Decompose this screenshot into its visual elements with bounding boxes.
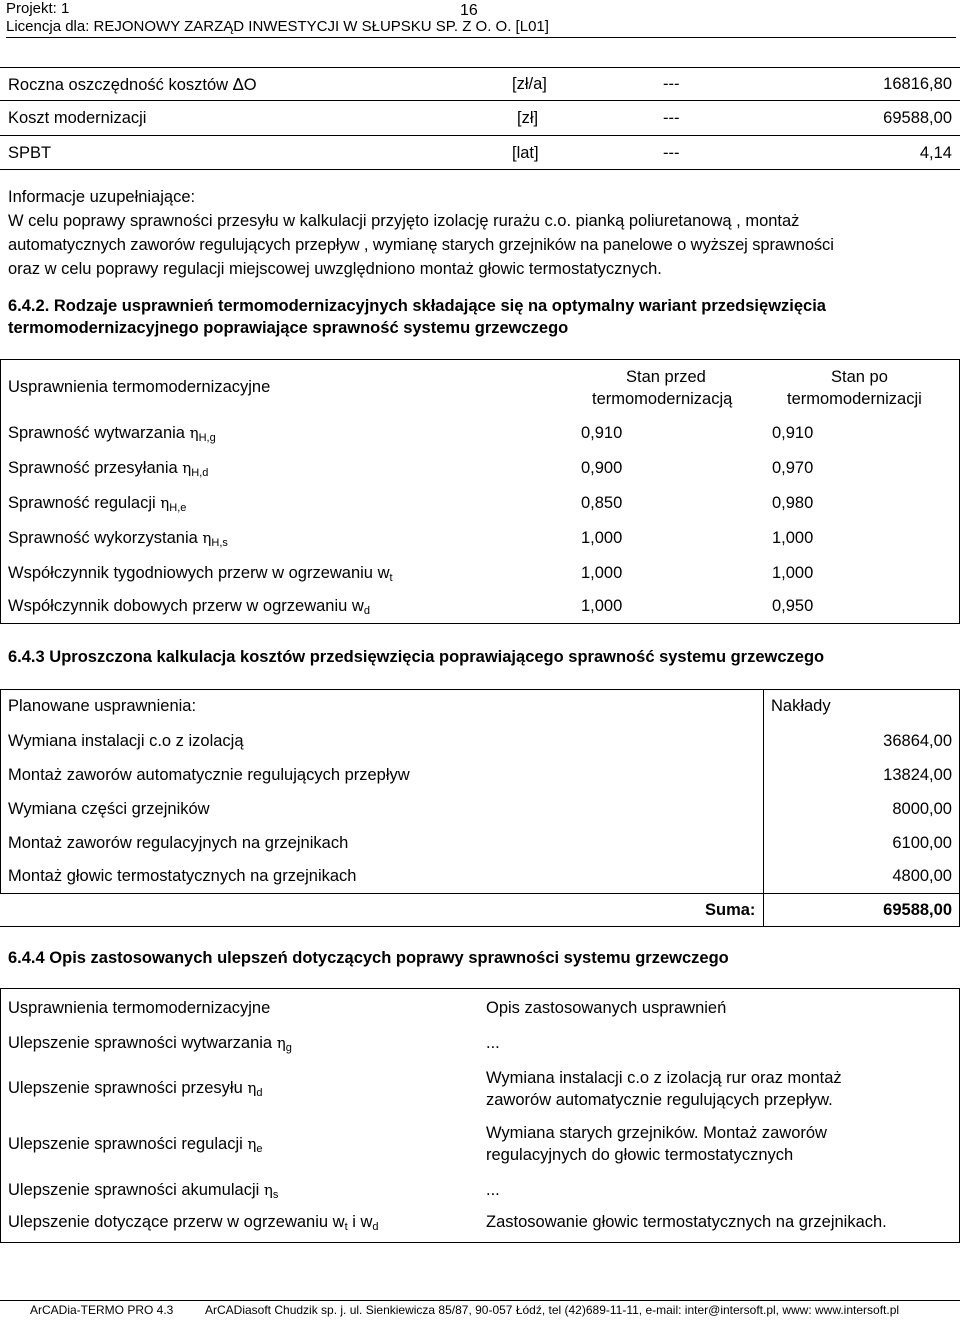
summary-unit: [lat] — [512, 144, 539, 162]
description: Wymiana instalacji c.o z izolacją rur oraz montaż — [486, 1069, 842, 1087]
section-title: 6.4.3 Uproszczona kalkulacja kosztów przedsięwzięcia poprawiającego sprawność systemu grzewczego — [8, 648, 825, 666]
license-text: Licencja dla: REJONOWY ZARZĄD INWESTYCJI W SŁUPSKU SP. Z O. O. [L01] — [6, 18, 549, 35]
summary-label: Koszt modernizacji — [8, 109, 147, 127]
table-row: Ulepszenie sprawności akumulacji $\eta_s$ — [8, 1181, 279, 1201]
info-line: automatycznych zaworów regulujących przepływ , wymianę starych grzejników na panelowe o wyższej sprawności — [8, 236, 834, 254]
summary-value: 69588,00 — [883, 109, 952, 127]
summary-dash: --- — [663, 75, 680, 93]
info-line: oraz w celu poprawy regulacji miejscowej uwzględniono montaż głowic termostatycznych. — [8, 260, 662, 278]
section-title: termomodernizacyjnego poprawiające sprawność systemu grzewczego — [8, 319, 569, 337]
table-row: Ulepszenie sprawności wytwarzania $\eta_g$ — [8, 1034, 292, 1054]
column-header-after: termomodernizacji — [787, 390, 922, 408]
cost-value: 36864,00 — [883, 732, 952, 750]
table-row: Sprawność przesyłania $\eta_{H,d}$ — [8, 459, 209, 479]
project-label: Projekt: 1 — [6, 0, 70, 17]
description: ... — [486, 1034, 500, 1052]
table-row: Montaż głowic termostatycznych na grzejnikach — [8, 867, 357, 885]
after-value: 0,970 — [772, 459, 814, 477]
table-row: Ulepszenie dotyczące przerw w ogrzewaniu $w_t$ i $w_d$ — [8, 1213, 379, 1233]
table-row: Montaż zaworów regulacyjnych na grzejnikach — [8, 834, 349, 852]
after-value: 0,950 — [772, 597, 814, 615]
description: Zastosowanie głowic termostatycznych na grzejnikach. — [486, 1213, 887, 1231]
info-line: W celu poprawy sprawności przesyłu w kalkulacji przyjęto izolację rurażu c.o. pianką poliuretanową , montaż — [8, 212, 800, 230]
header-divider — [6, 37, 956, 38]
summary-dash: --- — [663, 144, 680, 162]
column-header-before: termomodernizacją — [592, 390, 733, 408]
after-value: 0,980 — [772, 494, 814, 512]
table-row: Ulepszenie sprawności przesyłu $\eta_d$ — [8, 1079, 263, 1099]
before-value: 0,850 — [581, 494, 623, 512]
column-header: Usprawnienia termomodernizacyjne — [8, 378, 271, 396]
footer-company: ArCADiasoft Chudzik sp. j. ul. Sienkiewicza 85/87, 90-057 Łódź, tel (42)689-11-11, e-mail: inter@intersoft.pl, www: www.intersoft.pl — [205, 1303, 900, 1317]
after-value: 1,000 — [772, 529, 814, 547]
summary-value: 4,14 — [919, 144, 952, 162]
after-value: 1,000 — [772, 564, 814, 582]
before-value: 1,000 — [581, 564, 623, 582]
before-value: 1,000 — [581, 529, 623, 547]
cost-value: 13824,00 — [883, 766, 952, 784]
footer-divider — [0, 1300, 960, 1301]
column-header-before: Stan przed — [626, 368, 706, 386]
column-header: Opis zastosowanych usprawnień — [486, 999, 727, 1017]
summary-label: Roczna oszczędność kosztów ∆O — [8, 75, 257, 94]
description: Wymiana starych grzejników. Montaż zaworów — [486, 1124, 827, 1142]
summary-dash: --- — [663, 109, 680, 127]
table-row: Sprawność wykorzystania $\eta_{H,s}$ — [8, 529, 228, 549]
before-value: 0,900 — [581, 459, 623, 477]
section-title: 6.4.4 Opis zastosowanych ulepszeń dotyczących poprawy sprawności systemu grzewczego — [8, 949, 729, 967]
before-value: 1,000 — [581, 597, 623, 615]
sum-value: 69588,00 — [883, 901, 952, 919]
summary-label: SPBT — [8, 144, 52, 162]
table-row: Ulepszenie sprawności regulacji $\eta_e$ — [8, 1135, 263, 1155]
description: regulacyjnych do głowic termostatycznych — [486, 1146, 794, 1164]
page-number: 16 — [460, 2, 478, 19]
summary-value: 16816,80 — [883, 75, 952, 93]
cost-value: 6100,00 — [892, 834, 952, 852]
table-row: Wymiana instalacji c.o z izolacją — [8, 732, 244, 750]
column-header-after: Stan po — [831, 368, 888, 386]
column-header: Usprawnienia termomodernizacyjne — [8, 999, 271, 1017]
before-value: 0,910 — [581, 424, 623, 442]
sum-label: Suma: — [705, 901, 756, 919]
table-row: Współczynnik dobowych przerw w ogrzewaniu $w_d$ — [8, 597, 370, 617]
table-row: Sprawność wytwarzania $\eta_{H,g}$ — [8, 424, 216, 444]
table-row: Montaż zaworów automatycznie regulujących przepływ — [8, 766, 410, 784]
column-header: Planowane usprawnienia: — [8, 697, 197, 715]
section-title: 6.4.2. Rodzaje usprawnień termomodernizacyjnych składające się na optymalny wariant przedsięwzięcia — [8, 297, 826, 315]
description: zaworów automatycznie regulujących przepływ. — [486, 1091, 833, 1109]
cost-value: 8000,00 — [892, 800, 952, 818]
table-row: Sprawność regulacji $\eta_{H,e}$ — [8, 494, 187, 514]
column-header: Nakłady — [771, 697, 831, 715]
cost-value: 4800,00 — [892, 867, 952, 885]
info-title: Informacje uzupełniające: — [8, 188, 196, 206]
after-value: 0,910 — [772, 424, 814, 442]
summary-unit: [zł/a] — [512, 75, 547, 93]
summary-unit: [zł] — [517, 109, 539, 127]
footer-app: ArCADia-TERMO PRO 4.3 — [30, 1303, 174, 1317]
table-row: Wymiana części grzejników — [8, 800, 210, 818]
description: ... — [486, 1181, 500, 1199]
table-row: Współczynnik tygodniowych przerw w ogrzewaniu $w_t$ — [8, 564, 393, 584]
